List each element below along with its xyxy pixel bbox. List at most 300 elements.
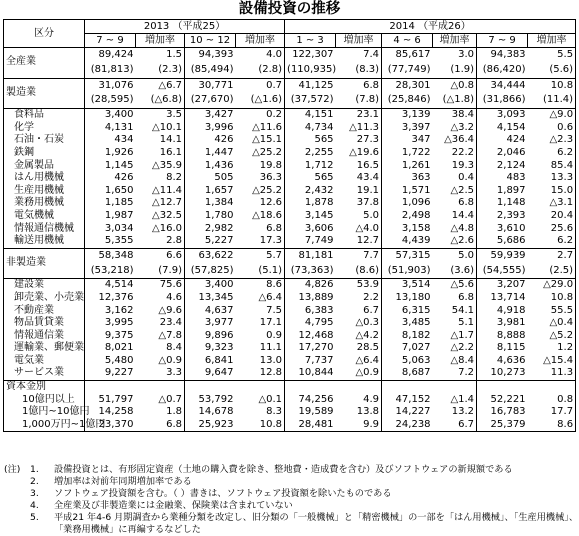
row-label: サービス業: [4, 367, 85, 380]
growth-rate-cell: 19.8: [236, 160, 285, 173]
growth-rate-cell: 5.7: [236, 248, 285, 263]
growth-rate-cell: △2.5: [433, 185, 477, 198]
amount-cell: 59,939: [477, 248, 528, 263]
amount-cell: 28,301: [382, 78, 433, 93]
amount-cell: (27,670): [190, 94, 234, 106]
growth-rate-cell: 0.8: [528, 394, 576, 407]
growth-rate-cell: 0.4: [433, 172, 477, 185]
growth-rate-cell: 11.1: [236, 342, 285, 355]
amount-cell: 9,323: [204, 342, 234, 354]
amount-cell: 3,610: [496, 222, 526, 234]
amount-cell: (73,363): [290, 264, 334, 276]
amount-cell: 3,606: [304, 222, 334, 234]
growth-rate-cell: △11.4: [136, 185, 185, 198]
growth-rate-cell: 8.4: [136, 342, 185, 355]
table-row: [4, 172, 576, 185]
growth-rate-cell: △9.6: [136, 305, 185, 318]
row-label: 化学: [4, 122, 85, 135]
row-label: 金属製品: [4, 160, 85, 173]
amount-cell: 347: [411, 134, 431, 146]
amount-cell: 16,783: [490, 406, 526, 418]
amount-cell: (53,218): [90, 264, 134, 276]
amount-cell: 13,345: [198, 291, 234, 303]
rate-header: 増加率: [336, 34, 382, 48]
growth-rate-cell: 12.8: [236, 367, 285, 380]
growth-rate-cell: (△6.8): [136, 93, 185, 108]
amount-cell: 31,076: [85, 78, 136, 93]
growth-rate-cell: (△1.6): [236, 93, 285, 108]
growth-rate-cell: 6.6: [136, 248, 185, 263]
amount-cell: (57,825): [190, 264, 234, 276]
rate-header: 増加率: [433, 34, 477, 48]
amount-cell: 2,498: [401, 209, 431, 221]
growth-rate-cell: 9.9: [336, 419, 382, 432]
growth-rate-cell: 75.6: [136, 279, 185, 292]
row-label: 10億円以上: [4, 394, 85, 407]
amount-cell: 4,636: [496, 354, 526, 366]
amount-cell: 1,926: [104, 146, 134, 158]
growth-rate-cell: 7.4: [336, 48, 382, 63]
growth-rate-cell: △15.4: [528, 355, 576, 368]
growth-rate-cell: 53.9: [336, 279, 382, 292]
row-label: 非製造業: [4, 248, 85, 279]
table-body: [4, 48, 576, 432]
category-header: 区分: [4, 20, 85, 48]
empty-cell: [136, 381, 185, 394]
amount-cell: 3,207: [477, 279, 528, 292]
table-row: [4, 147, 576, 160]
growth-rate-cell: 0.6: [528, 122, 576, 135]
growth-rate-cell: △32.5: [136, 210, 185, 223]
amount-cell: 23,370: [98, 418, 134, 430]
growth-rate-cell: 13.0: [236, 355, 285, 368]
growth-rate-cell: 36.3: [236, 172, 285, 185]
growth-rate-cell: 10.8: [236, 419, 285, 432]
rate-header: 増加率: [136, 34, 185, 48]
amount-cell: 1,145: [104, 159, 134, 171]
amount-cell: 3,981: [496, 317, 526, 329]
growth-rate-cell: △7.8: [136, 330, 185, 343]
growth-rate-cell: △0.9: [336, 367, 382, 380]
amount-cell: (81,813): [90, 63, 134, 75]
growth-rate-cell: △29.0: [528, 279, 576, 292]
growth-rate-cell: 12.6: [236, 197, 285, 210]
table-row: [4, 160, 576, 173]
row-label: 輸送用機械: [4, 235, 85, 248]
amount-cell: (31,866): [482, 94, 526, 106]
amount-cell: 5,063: [401, 354, 431, 366]
row-label: 1,000万円~1億円: [4, 419, 85, 432]
empty-cell: [336, 381, 382, 394]
row-label: 不動産業: [4, 305, 85, 318]
amount-cell: 25,379: [490, 418, 526, 430]
table-row: [4, 342, 576, 355]
row-label: 生産用機械: [4, 185, 85, 198]
quarter-header: 10 ~ 12: [185, 34, 236, 48]
amount-cell: 3,397: [401, 121, 431, 133]
growth-rate-cell: 3.5: [136, 109, 185, 122]
row-label: 鉄鋼: [4, 147, 85, 160]
growth-rate-cell: △0.3: [336, 317, 382, 330]
amount-cell: 4,826: [285, 279, 336, 292]
growth-rate-cell: 14.1: [136, 134, 185, 147]
amount-cell: 1,096: [401, 197, 431, 209]
amount-cell: 1,712: [304, 159, 334, 171]
growth-rate-cell: 19.3: [433, 160, 477, 173]
amount-cell: 565: [314, 134, 334, 146]
amount-cell: (77,749): [387, 63, 431, 75]
amount-cell: 4,514: [85, 279, 136, 292]
amount-cell: 85,617: [382, 48, 433, 63]
amount-cell: 9,647: [204, 367, 234, 379]
table-row: [4, 264, 576, 279]
year-2014-header: 2014 （平成26）: [285, 20, 576, 34]
row-label: 電気業: [4, 355, 85, 368]
amount-cell: 2,982: [204, 222, 234, 234]
growth-rate-cell: △6.7: [136, 78, 185, 93]
growth-rate-cell: 8.6: [236, 279, 285, 292]
amount-cell: 24,238: [395, 418, 431, 430]
amount-cell: 74,256: [298, 393, 334, 405]
growth-rate-cell: 2.7: [528, 248, 576, 263]
growth-rate-cell: 28.5: [336, 342, 382, 355]
amount-cell: (51,903): [387, 264, 431, 276]
growth-rate-cell: 85.4: [528, 160, 576, 173]
growth-rate-cell: △16.0: [136, 223, 185, 236]
empty-cell: [85, 381, 136, 394]
growth-rate-cell: (2.8): [236, 63, 285, 78]
table-row: [4, 248, 576, 263]
growth-rate-cell: (△1.8): [433, 93, 477, 108]
table-row: [4, 109, 576, 122]
amount-cell: 363: [411, 172, 431, 184]
amount-cell: 122,307: [285, 48, 336, 63]
footnote-item: [4, 476, 576, 488]
amount-cell: 28,481: [298, 418, 334, 430]
amount-cell: 3,485: [401, 317, 431, 329]
amount-cell: 5,480: [104, 354, 134, 366]
growth-rate-cell: △6.4: [236, 292, 285, 305]
growth-rate-cell: 23.1: [336, 109, 382, 122]
footnote-mark: (注): [4, 464, 21, 475]
amount-cell: 3,995: [104, 317, 134, 329]
table-row: [4, 210, 576, 223]
amount-cell: 483: [506, 172, 526, 184]
quarter-header: 4 ~ 6: [382, 34, 433, 48]
amount-cell: 7,749: [304, 235, 334, 247]
amount-cell: 3,996: [204, 121, 234, 133]
growth-rate-cell: 15.0: [528, 185, 576, 198]
row-label: はん用機械: [4, 172, 85, 185]
amount-cell: 9,227: [104, 367, 134, 379]
growth-rate-cell: 16.1: [136, 147, 185, 160]
amount-cell: 2,255: [304, 146, 334, 158]
amount-cell: 4,131: [104, 121, 134, 133]
amount-cell: 4,734: [304, 121, 334, 133]
amount-cell: 1,897: [496, 184, 526, 196]
growth-rate-cell: 13.2: [433, 406, 477, 419]
growth-rate-cell: 7.2: [433, 367, 477, 380]
growth-rate-cell: △15.1: [236, 134, 285, 147]
amount-cell: 4,918: [496, 304, 526, 316]
amount-cell: 434: [114, 134, 134, 146]
growth-rate-cell: 12.7: [336, 235, 382, 248]
growth-rate-cell: 25.6: [528, 223, 576, 236]
growth-rate-cell: △11.6: [236, 122, 285, 135]
amount-cell: 30,771: [185, 78, 236, 93]
table-row: [4, 197, 576, 210]
amount-cell: 53,792: [198, 393, 234, 405]
amount-cell: 94,383: [477, 48, 528, 63]
growth-rate-cell: 4.9: [336, 394, 382, 407]
growth-rate-cell: 1.2: [528, 342, 576, 355]
growth-rate-cell: △3.2: [433, 122, 477, 135]
growth-rate-cell: 6.2: [528, 147, 576, 160]
amount-cell: 57,315: [382, 248, 433, 263]
growth-rate-cell: 0.9: [236, 330, 285, 343]
row-label: 運輸業、郵便業: [4, 342, 85, 355]
growth-rate-cell: 43.4: [336, 172, 382, 185]
amount-cell: 14,678: [198, 406, 234, 418]
empty-cell: [185, 381, 236, 394]
footnote-text: 設備投資とは、有形固定資産（土地の購入費を除き、整地費・造成費を含む）及びソフトウェアの新規額である: [54, 464, 513, 475]
amount-cell: 10,273: [490, 367, 526, 379]
growth-rate-cell: 14.4: [433, 210, 477, 223]
growth-rate-cell: 5.5: [528, 48, 576, 63]
amount-cell: 51,797: [98, 393, 134, 405]
table-row: [4, 406, 576, 419]
amount-cell: (25,846): [387, 94, 431, 106]
row-label: 物品賃貸業: [4, 317, 85, 330]
amount-cell: 3,139: [382, 109, 433, 122]
footnote-number: 3.: [30, 487, 39, 499]
footnote-text: ソフトウェア投資額を含む。（ ）書きは、ソフトウェア投資額を除いたものである: [54, 487, 392, 499]
amount-cell: 19,589: [298, 406, 334, 418]
section-label: 資本金別: [4, 381, 85, 394]
growth-rate-cell: 3.3: [136, 367, 185, 380]
amount-cell: 426: [114, 172, 134, 184]
amount-cell: 424: [506, 134, 526, 146]
growth-rate-cell: (2.3): [136, 63, 185, 78]
quarter-header: 7 ~ 9: [85, 34, 136, 48]
growth-rate-cell: △4.8: [433, 223, 477, 236]
row-label: 情報通信業: [4, 330, 85, 343]
growth-rate-cell: △8.4: [433, 355, 477, 368]
amount-cell: 4,151: [285, 109, 336, 122]
growth-rate-cell: 6.8: [433, 197, 477, 210]
growth-rate-cell: △25.2: [236, 185, 285, 198]
growth-rate-cell: △5.6: [433, 279, 477, 292]
amount-cell: 6,841: [204, 354, 234, 366]
growth-rate-cell: 8.2: [136, 172, 185, 185]
amount-cell: 12,376: [98, 291, 134, 303]
table-row: [4, 317, 576, 330]
growth-rate-cell: 38.4: [433, 109, 477, 122]
growth-rate-cell: △4.0: [336, 223, 382, 236]
table-row: [4, 223, 576, 236]
growth-rate-cell: △36.4: [433, 134, 477, 147]
amount-cell: 8,021: [104, 342, 134, 354]
growth-rate-cell: △18.6: [236, 210, 285, 223]
quarter-header: 7 ~ 9: [477, 34, 528, 48]
table-row: [4, 48, 576, 63]
footnotes: [4, 464, 579, 535]
amount-cell: 9,896: [204, 329, 234, 341]
growth-rate-cell: 4.6: [136, 292, 185, 305]
growth-rate-cell: 5.1: [433, 317, 477, 330]
amount-cell: 1,384: [204, 197, 234, 209]
growth-rate-cell: (8.3): [336, 63, 382, 78]
growth-rate-cell: 6.7: [336, 305, 382, 318]
growth-rate-cell: (1.9): [433, 63, 477, 78]
growth-rate-cell: △0.7: [136, 394, 185, 407]
amount-cell: 17,270: [298, 342, 334, 354]
amount-cell: 4,795: [304, 317, 334, 329]
amount-cell: 505: [214, 172, 234, 184]
amount-cell: 52,221: [490, 393, 526, 405]
amount-cell: (110,935): [287, 63, 337, 75]
growth-rate-cell: 7.7: [336, 248, 382, 263]
footnote-text: 「業務用機械」に再編するなどした: [54, 523, 201, 535]
amount-cell: 47,152: [395, 393, 431, 405]
amount-cell: 3,514: [382, 279, 433, 292]
amount-cell: 8,182: [401, 329, 431, 341]
row-label: 業務用機械: [4, 197, 85, 210]
growth-rate-cell: 17.1: [236, 317, 285, 330]
growth-rate-cell: △11.3: [336, 122, 382, 135]
footnote-number: 4.: [30, 499, 39, 511]
growth-rate-cell: 5.0: [433, 248, 477, 263]
table-row: [4, 185, 576, 198]
amount-cell: 3,977: [204, 317, 234, 329]
table-row: [4, 134, 576, 147]
growth-rate-cell: 2.8: [136, 235, 185, 248]
growth-rate-cell: △35.9: [136, 160, 185, 173]
row-label: 石油・石炭: [4, 134, 85, 147]
growth-rate-cell: 7.5: [236, 305, 285, 318]
section-row: [4, 381, 576, 394]
amount-cell: (86,420): [482, 63, 526, 75]
amount-cell: 1,447: [204, 146, 234, 158]
amount-cell: 14,227: [395, 406, 431, 418]
rate-header: 増加率: [236, 34, 285, 48]
amount-cell: 3,400: [185, 279, 236, 292]
amount-cell: (54,555): [482, 264, 526, 276]
amount-cell: 2,046: [496, 146, 526, 158]
amount-cell: 3,427: [185, 109, 236, 122]
growth-rate-cell: △0.4: [528, 317, 576, 330]
growth-rate-cell: 5.0: [336, 210, 382, 223]
growth-rate-cell: 1.5: [136, 48, 185, 63]
amount-cell: 3,093: [477, 109, 528, 122]
growth-rate-cell: 22.2: [433, 147, 477, 160]
amount-cell: 4,154: [496, 121, 526, 133]
amount-cell: 1,571: [401, 184, 431, 196]
growth-rate-cell: 55.5: [528, 305, 576, 318]
amount-cell: 5,355: [104, 235, 134, 247]
amount-cell: 13,180: [395, 291, 431, 303]
table-row: [4, 355, 576, 368]
amount-cell: (28,595): [90, 94, 134, 106]
amount-cell: 2,432: [304, 184, 334, 196]
page-title: 設備投資の推移: [238, 1, 341, 17]
amount-cell: 426: [214, 134, 234, 146]
footnote-number: 5.: [30, 511, 39, 523]
growth-rate-cell: 17.3: [236, 235, 285, 248]
footnote-text: 全産業及び非製造業には金融業、保険業は含まれていない: [54, 499, 293, 511]
row-label: 製造業: [4, 78, 85, 109]
amount-cell: 81,181: [285, 248, 336, 263]
growth-rate-cell: 8.6: [528, 419, 576, 432]
amount-cell: 8,687: [401, 367, 431, 379]
growth-rate-cell: 0.7: [236, 78, 285, 93]
footnote-item: [4, 500, 576, 512]
growth-rate-cell: 13.3: [528, 172, 576, 185]
growth-rate-cell: △2.6: [433, 235, 477, 248]
amount-cell: 5,227: [204, 235, 234, 247]
amount-cell: 1,261: [401, 159, 431, 171]
growth-rate-cell: 6.8: [236, 223, 285, 236]
growth-rate-cell: (5.1): [236, 264, 285, 279]
amount-cell: 25,923: [198, 418, 234, 430]
amount-cell: 3,162: [104, 304, 134, 316]
amount-cell: 5,686: [496, 235, 526, 247]
growth-rate-cell: 37.8: [336, 197, 382, 210]
empty-cell: [477, 381, 528, 394]
footnote-item: [4, 464, 576, 476]
growth-rate-cell: 27.3: [336, 134, 382, 147]
growth-rate-cell: 6.8: [433, 292, 477, 305]
row-label: 建設業: [4, 279, 85, 292]
footnote-text: 平成21 年4-6 月期調査から業種分類を改定し、旧分類の「一般機械」と「精密機械」の一部を「はん用機械」、「生産用機械」、: [54, 511, 579, 523]
row-label: 1億円~10億円: [4, 406, 85, 419]
amount-cell: 6,383: [304, 304, 334, 316]
growth-rate-cell: △4.2: [336, 330, 382, 343]
footnote-item: [4, 488, 576, 500]
growth-rate-cell: 23.4: [136, 317, 185, 330]
growth-rate-cell: 6.8: [336, 78, 382, 93]
table-row: [4, 279, 576, 292]
amount-cell: 13,889: [298, 291, 334, 303]
amount-cell: 3,158: [401, 222, 431, 234]
table-row: [4, 93, 576, 108]
growth-rate-cell: △0.8: [433, 78, 477, 93]
amount-cell: 3,400: [85, 109, 136, 122]
amount-cell: 13,714: [490, 291, 526, 303]
amount-cell: 1,722: [401, 146, 431, 158]
growth-rate-cell: 13.8: [336, 406, 382, 419]
footnote-text: 増加率は対前年同期増加率である: [54, 475, 192, 487]
growth-rate-cell: 6.2: [528, 235, 576, 248]
empty-cell: [382, 381, 433, 394]
amount-cell: 1,650: [104, 184, 134, 196]
growth-rate-cell: △6.4: [336, 355, 382, 368]
growth-rate-cell: △1.4: [433, 394, 477, 407]
growth-rate-cell: △0.9: [136, 355, 185, 368]
growth-rate-cell: 54.1: [433, 305, 477, 318]
empty-cell: [433, 381, 477, 394]
table-row: [4, 122, 576, 135]
row-label: 卸売業、小売業: [4, 292, 85, 305]
growth-rate-cell: 8.3: [236, 406, 285, 419]
growth-rate-cell: 0.2: [236, 109, 285, 122]
growth-rate-cell: △3.1: [528, 197, 576, 210]
growth-rate-cell: △2.3: [528, 134, 576, 147]
amount-cell: 1,657: [204, 184, 234, 196]
empty-cell: [285, 381, 336, 394]
amount-cell: 3,034: [104, 222, 134, 234]
amount-cell: 89,424: [85, 48, 136, 63]
